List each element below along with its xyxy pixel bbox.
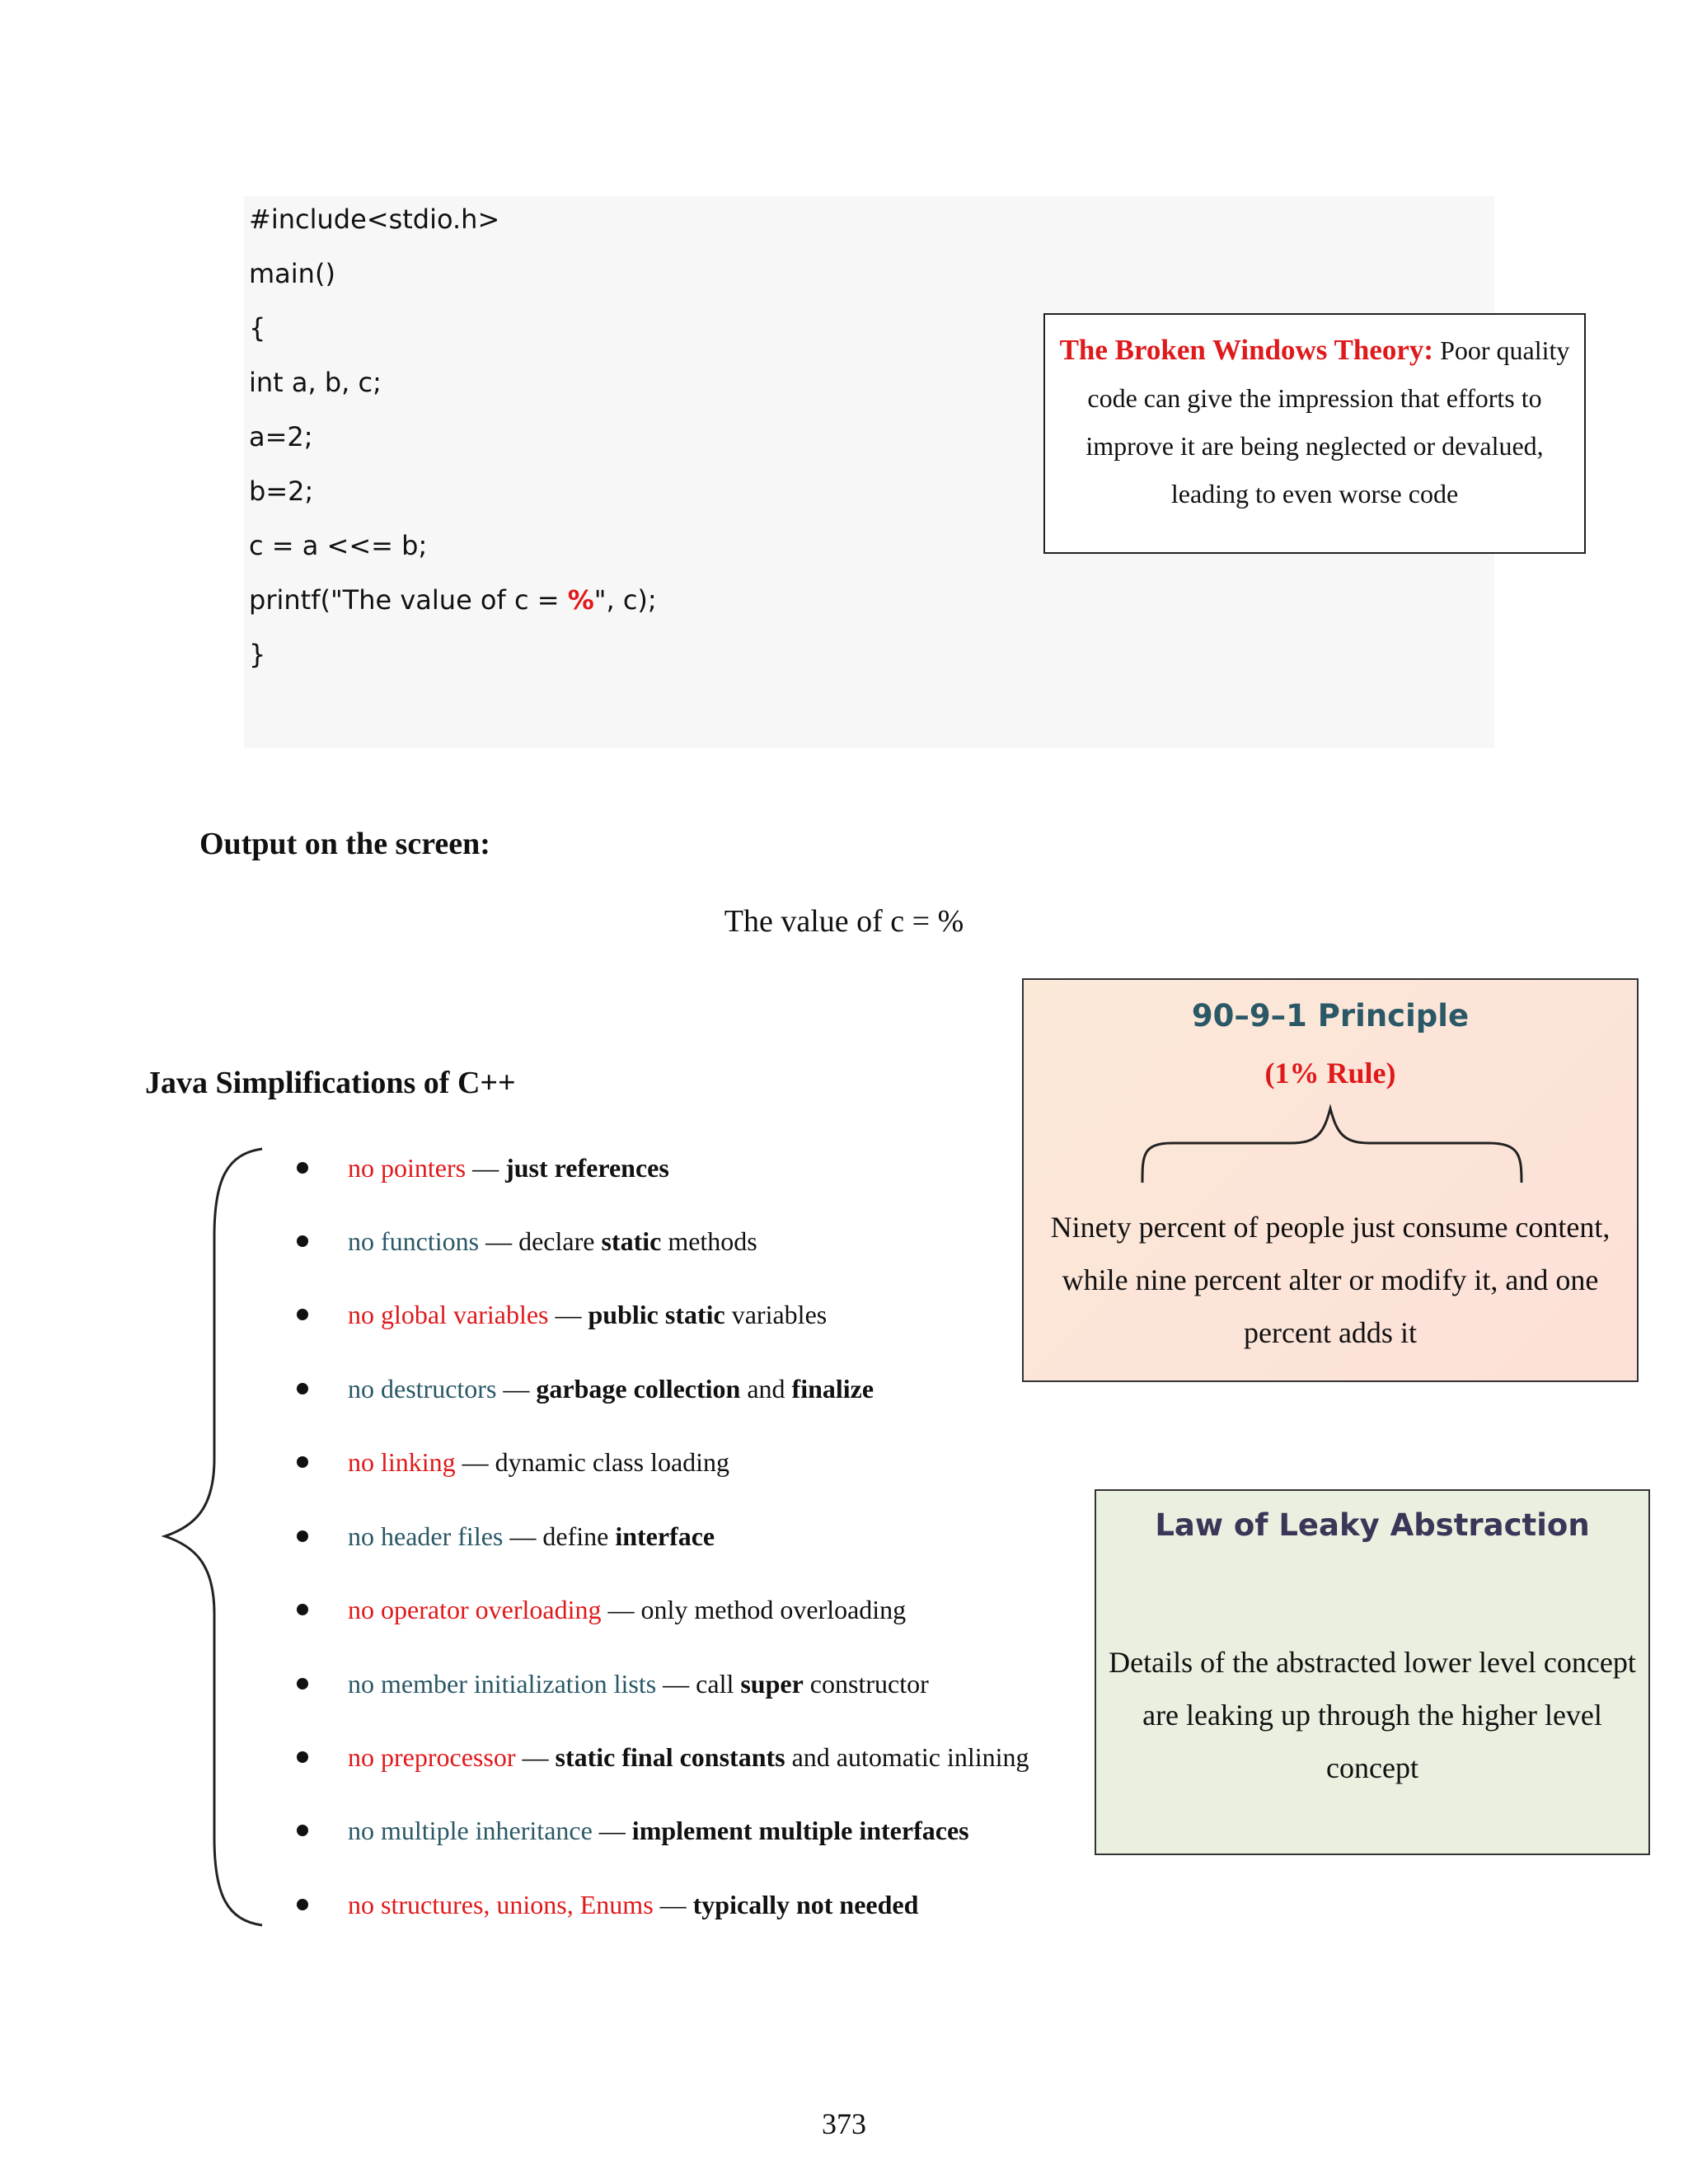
code-line: c = a <<= b; xyxy=(249,530,428,561)
list-item-text xyxy=(348,1368,874,1409)
principle-description: Ninety percent of people just consume content, while nine percent alter or modify it, and one percent adds it xyxy=(1050,1211,1611,1349)
printf-prefix: printf("The value of c = xyxy=(249,584,568,616)
list-item-text xyxy=(348,1221,757,1262)
list-item-lead: no structures, unions, Enums xyxy=(348,1890,654,1919)
list-item-detail: and xyxy=(740,1374,792,1404)
code-line: #include<stdio.h> xyxy=(249,204,500,235)
code-line: } xyxy=(249,639,266,670)
list-item-text xyxy=(348,1810,969,1851)
list-item-lead: no preprocessor xyxy=(348,1742,516,1772)
list-item-text xyxy=(348,1147,669,1188)
list-item-separator: — xyxy=(548,1300,588,1329)
list-item-lead: no functions xyxy=(348,1226,480,1256)
broken-windows-text: Poor quality code can give the impression that efforts to improve it are being neglected or devalued, leading to even worse code xyxy=(1085,335,1570,509)
list-item-text xyxy=(348,1589,906,1630)
code-line: b=2; xyxy=(249,476,314,507)
output-heading: Output on the screen: xyxy=(199,827,490,861)
list-item-separator: — xyxy=(656,1669,696,1699)
bullet-icon xyxy=(297,1751,308,1763)
list-item-keyword: implement multiple interfaces xyxy=(631,1816,969,1845)
list-item-text xyxy=(348,1736,1029,1778)
list-item-lead: no linking xyxy=(348,1447,456,1477)
list-item-lead: no pointers xyxy=(348,1153,467,1183)
bullet-icon xyxy=(297,1899,308,1910)
list-item-separator: — xyxy=(455,1447,495,1477)
code-line: main() xyxy=(249,258,335,289)
bullet-icon xyxy=(297,1456,308,1468)
list-item-keyword: just references xyxy=(505,1153,669,1183)
list-item-lead: no operator overloading xyxy=(348,1595,602,1624)
list-item-keyword: typically not needed xyxy=(692,1890,919,1919)
list-item-detail: define xyxy=(542,1521,616,1551)
list-item-detail: call xyxy=(696,1669,741,1699)
bullet-icon xyxy=(297,1235,308,1247)
printf-suffix: ", c); xyxy=(593,584,657,616)
list-item-detail: declare xyxy=(518,1226,602,1256)
bullet-icon xyxy=(297,1604,308,1615)
principle-title: 90–9–1 Principle xyxy=(1191,998,1470,1033)
list-item-separator: — xyxy=(479,1226,519,1256)
list-item-separator: — xyxy=(496,1374,537,1404)
list-item-lead: no member initialization lists xyxy=(348,1669,657,1699)
list-item-detail: methods xyxy=(661,1226,757,1256)
list-item-separator: — xyxy=(515,1742,556,1772)
leaky-abstraction-title: Law of Leaky Abstraction xyxy=(1155,1507,1590,1543)
list-item-lead: no destructors xyxy=(348,1374,497,1404)
java-heading: Java Simplifications of C++ xyxy=(145,1066,516,1100)
bullet-icon xyxy=(297,1309,308,1320)
list-item-text xyxy=(348,1663,929,1704)
code-line-printf xyxy=(249,583,657,616)
list-item-keyword: public static xyxy=(588,1300,725,1329)
broken-windows-box xyxy=(1043,313,1586,554)
code-line: { xyxy=(249,312,266,344)
left-curly-brace-icon xyxy=(162,1146,269,1929)
list-item-keyword: static xyxy=(601,1226,662,1256)
bullet-icon xyxy=(297,1678,308,1690)
list-item-separator: — xyxy=(592,1816,632,1845)
leaky-abstraction-box xyxy=(1095,1489,1650,1855)
list-item-keyword: static final constants xyxy=(555,1742,785,1772)
list-item-lead: no multiple inheritance xyxy=(348,1816,593,1845)
list-item-text xyxy=(348,1516,715,1557)
list-item-separator: — xyxy=(601,1595,641,1624)
list-item-separator: — xyxy=(466,1153,506,1183)
bullet-icon xyxy=(297,1162,308,1174)
page-number: 373 xyxy=(822,2107,866,2140)
printf-highlight: % xyxy=(567,584,594,616)
list-item-detail: and automatic inlining xyxy=(785,1742,1029,1772)
list-item-keyword: super xyxy=(740,1669,804,1699)
principle-subtitle: (1% Rule) xyxy=(1264,1057,1396,1090)
list-item-keyword: finalize xyxy=(791,1374,874,1404)
list-item-detail: constructor xyxy=(803,1669,929,1699)
list-item-lead: no header files xyxy=(348,1521,504,1551)
leaky-abstraction-description: Details of the abstracted lower level concept are leaking up through the higher level concept xyxy=(1109,1646,1636,1784)
principle-box xyxy=(1022,978,1639,1382)
bullet-icon xyxy=(297,1825,308,1836)
broken-windows-title: The Broken Windows Theory: xyxy=(1059,334,1434,366)
list-item-keyword: garbage collection xyxy=(536,1374,741,1404)
list-item-text xyxy=(348,1441,729,1483)
list-item-detail: only method overloading xyxy=(640,1595,907,1624)
curly-brace-icon xyxy=(1139,1104,1526,1186)
list-item-text xyxy=(348,1294,827,1335)
list-item-detail: dynamic class loading xyxy=(495,1447,730,1477)
output-text: The value of c = % xyxy=(724,904,964,939)
list-item-detail: variables xyxy=(724,1300,828,1329)
list-item-separator: — xyxy=(653,1890,693,1919)
code-line: a=2; xyxy=(249,421,313,452)
list-item-text xyxy=(348,1884,918,1925)
list-item-keyword: interface xyxy=(615,1521,715,1551)
bullet-icon xyxy=(297,1383,308,1394)
bullet-icon xyxy=(297,1530,308,1542)
code-line: int a, b, c; xyxy=(249,367,382,398)
list-item-lead: no global variables xyxy=(348,1300,549,1329)
list-item-separator: — xyxy=(503,1521,543,1551)
